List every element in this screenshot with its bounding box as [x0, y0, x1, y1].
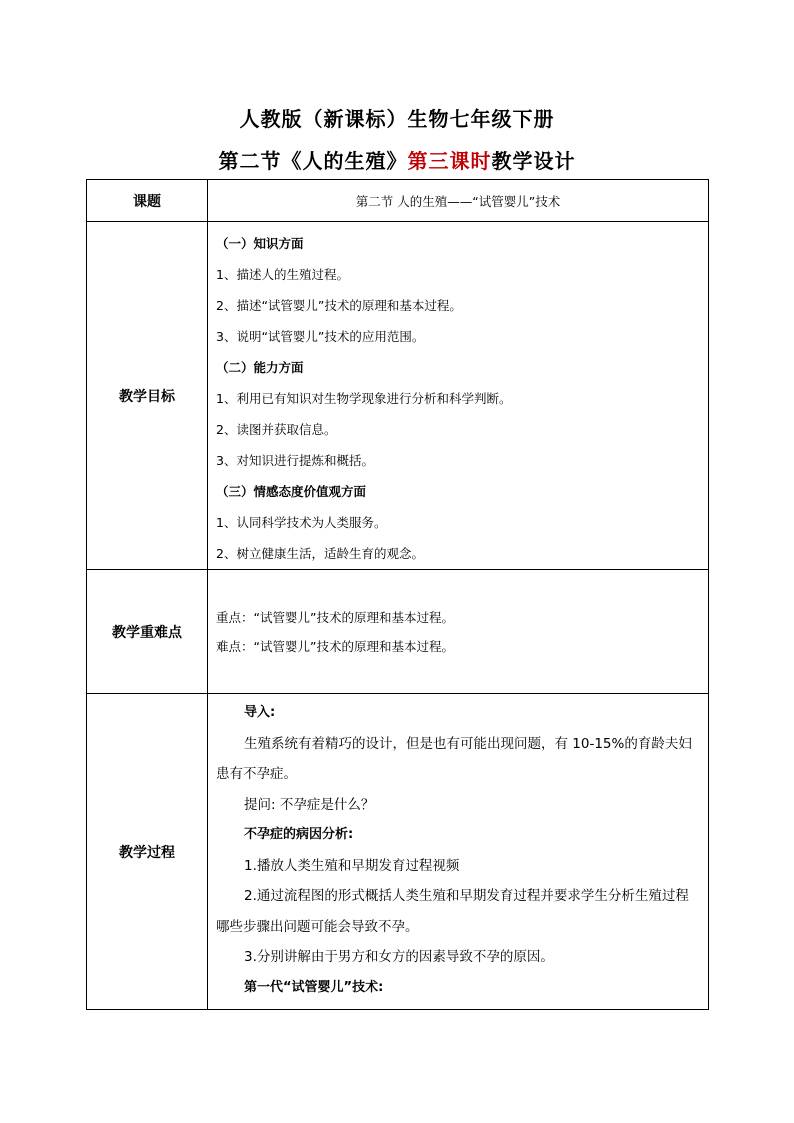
process-step-3: 3.分别讲解由于男方和女方的因素导致不孕的原因。: [244, 949, 554, 965]
keypoints-label: 教学重难点: [87, 570, 208, 694]
row-objectives: [87, 222, 709, 570]
objective-item: 1、认同科学技术为人类服务。: [216, 515, 387, 530]
objective-heading-ability: （二）能力方面: [216, 360, 304, 375]
topic-value: 第二节 人的生殖——“试管婴儿”技术: [208, 180, 709, 222]
objective-item: 3、说明“试管婴儿”技术的应用范围。: [216, 329, 425, 344]
process-step-2: 2.通过流程图的形式概括人类生殖和早期发育过程并要求学生分析生殖过程哪些步骤出问题可能会导致不孕。: [216, 888, 689, 935]
question-text: 提问: 不孕症是什么？: [244, 796, 375, 813]
row-topic: [87, 180, 709, 222]
gen1-heading: 第一代“试管婴儿”技术:: [244, 979, 384, 995]
objectives-content: [208, 222, 709, 570]
document-title: 人教版（新课标）生物七年级下册: [239, 107, 555, 131]
lesson-plan-table: [86, 179, 709, 1010]
objective-item: 2、描述“试管婴儿”技术的原理和基本过程。: [216, 298, 462, 313]
analysis-heading: 不孕症的病因分析:: [244, 827, 354, 842]
process-content: [208, 694, 709, 1010]
lesson-title-highlight: 第三课时: [407, 149, 492, 173]
objective-heading-knowledge: （一）知识方面: [216, 236, 304, 251]
intro-text: 生殖系统有着精巧的设计，但是也有可能出现问题，有 10-15%的育龄夫妇患有不孕症。: [216, 735, 692, 782]
objective-item: 3、对知识进行提炼和概括。: [216, 453, 374, 468]
row-keypoints: [87, 570, 709, 694]
lesson-title: [0, 145, 794, 174]
lesson-title-part2: 教学设计: [491, 149, 576, 173]
lesson-title-part1: 第二节《人的生殖》: [218, 149, 408, 173]
topic-label: 课题: [87, 180, 208, 222]
objective-item: 1、描述人的生殖过程。: [216, 267, 349, 282]
objective-item: 1、利用已有知识对生物学现象进行分析和科学判断。: [216, 391, 512, 406]
objectives-label: 教学目标: [87, 222, 208, 570]
keypoint-focus: 重点：“试管婴儿”技术的原理和基本过程。: [216, 609, 454, 625]
objective-item: 2、树立健康生活，适龄生育的观念。: [216, 546, 424, 561]
keypoints-content: [208, 570, 709, 694]
keypoint-difficulty: 难点：“试管婴儿”技术的原理和基本过程。: [216, 638, 454, 654]
row-process: [87, 694, 709, 1010]
objective-heading-attitude: （三）情感态度价值观方面: [216, 484, 367, 499]
process-label: 教学过程: [87, 694, 208, 1010]
process-step-1: 1.播放人类生殖和早期发育过程视频: [244, 857, 460, 874]
intro-heading: 导入:: [244, 705, 276, 720]
objective-item: 2、读图并获取信息。: [216, 422, 337, 437]
